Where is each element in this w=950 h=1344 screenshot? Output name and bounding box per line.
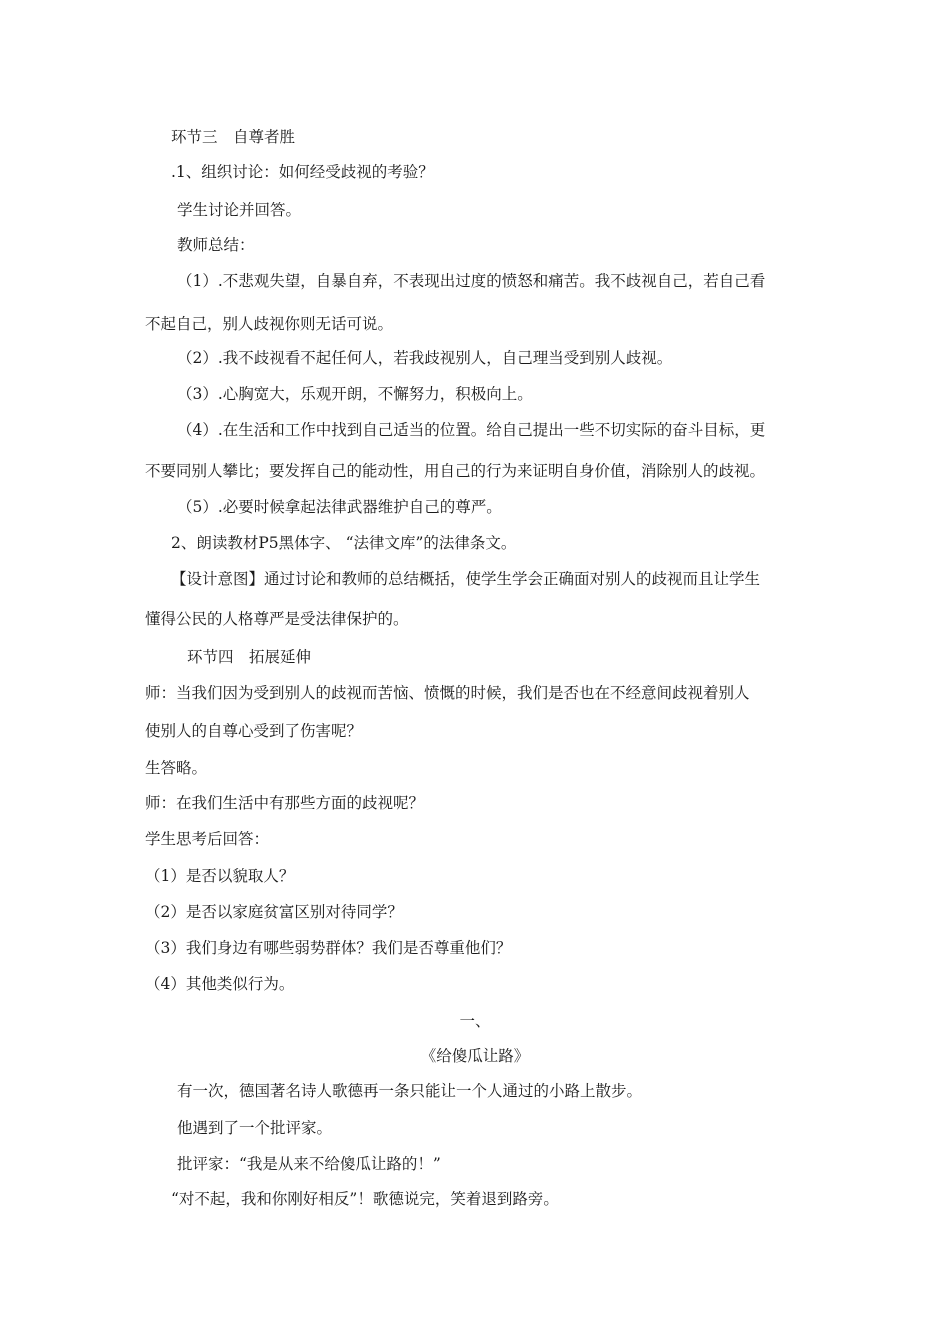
summary-point-2: （2）.我不歧视看不起任何人，若我歧视别人，自己理当受到别人歧视。 [177,349,673,367]
answer-item-1: （1）是否以貌取人？ [145,867,295,885]
students-discuss: 学生讨论并回答。 [177,201,302,219]
story-number: 一、 [459,1012,491,1030]
teacher-question-2: 师：在我们生活中有那些方面的歧视呢？ [145,794,425,812]
section3-heading: 环节三 自尊者胜 [171,128,296,146]
story-line-4: “对不起，我和你刚好相反”！歌德说完，笑着退到路旁。 [171,1190,559,1208]
story-line-3: 批评家：“我是从来不给傻瓜让路的！” [177,1155,441,1173]
answer-item-3: （3）我们身边有哪些弱势群体？我们是否尊重他们？ [145,939,512,957]
summary-point-4-line-1: （4）.在生活和工作中找到自己适当的位置。给自己提出一些不切实际的奋斗目标，更 [177,421,766,439]
summary-point-1-line-2: 不起自己，别人歧视你则无话可说。 [145,315,394,333]
section4-heading: 环节四 拓展延伸 [187,648,312,666]
discussion-question-1: .1、组织讨论：如何经受歧视的考验？ [171,163,434,181]
teacher-question-1-line-1: 师：当我们因为受到别人的歧视而苦恼、愤慨的时候，我们是否也在不经意间歧视着别人 [145,684,750,702]
story-title: 《给傻瓜让路》 [420,1047,530,1065]
story-line-2: 他遇到了一个批评家。 [177,1119,333,1137]
summary-point-1-line-1: （1）.不悲观失望，自暴自弃，不表现出过度的愤怒和痛苦。我不歧视自己，若自己看 [177,272,766,290]
design-intent-line-1: 【设计意图】通过讨论和教师的总结概括，使学生学会正确面对别人的歧视而且让学生 [171,570,761,588]
summary-point-5: （5）.必要时候拿起法律武器维护自己的尊严。 [177,498,502,516]
answer-item-2: （2）是否以家庭贫富区别对待同学？ [145,903,403,921]
teacher-summary-label: 教师总结： [177,236,255,254]
summary-point-3: （3）.心胸宽大，乐观开朗，不懈努力，积极向上。 [177,385,533,403]
student-answer-2: 学生思考后回答： [145,830,270,848]
design-intent-line-2: 懂得公民的人格尊严是受法律保护的。 [145,610,409,628]
summary-point-4-line-2: 不要同别人攀比；要发挥自己的能动性，用自己的行为来证明自身价值，消除别人的歧视。 [145,462,766,480]
story-line-1: 有一次，德国著名诗人歌德再一条只能让一个人通过的小路上散步。 [177,1082,643,1100]
answer-item-4: （4）其他类似行为。 [145,975,295,993]
teacher-question-1-line-2: 使别人的自尊心受到了伤害呢？ [145,722,363,740]
student-answer-1: 生答略。 [145,759,208,777]
reading-task-2: 2、朗读教材P5黑体字、 “法律文库”的法律条文。 [171,534,517,552]
